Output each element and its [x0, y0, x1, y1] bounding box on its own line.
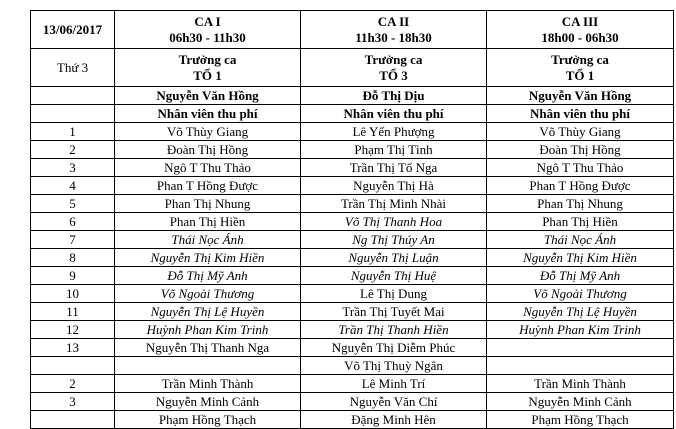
shift-header-1: [115, 11, 301, 49]
staff-name-cell: Phạm Thị Tình: [301, 141, 487, 159]
schedule-sheet: [30, 10, 674, 429]
staff-name-cell: Phan Thị Nhung: [487, 195, 674, 213]
staff-name-cell: Ngô T Thu Thảo: [115, 159, 301, 177]
table-row: [31, 411, 674, 429]
row-number: 1: [31, 123, 115, 141]
staff-name-cell: Võ Ngoài Thương: [487, 285, 674, 303]
table-row: [31, 249, 674, 267]
day-cell: Thứ 3: [31, 49, 115, 87]
staff-name-cell: Võ Thị Thanh Hoa: [301, 213, 487, 231]
staff-name-cell: Nguyễn Thị Lệ Huyền: [487, 303, 674, 321]
staff-name-cell: Trần Minh Thành: [487, 375, 674, 393]
shift-name: CA III: [561, 13, 599, 29]
staff-name-cell: [487, 339, 674, 357]
row-number: 12: [31, 321, 115, 339]
staff-name-cell: Võ Thị Thuỳ Ngân: [301, 357, 487, 375]
row-number: 2: [31, 141, 115, 159]
staff-name-cell: Thái Nọc Ánh: [115, 231, 301, 249]
lead-row: [31, 49, 674, 87]
shift-time: 18h00 - 06h30: [541, 29, 619, 45]
staff-name-cell: Phan Thị Nhung: [115, 195, 301, 213]
staff-name-cell: Nguyễn Thị Huệ: [301, 267, 487, 285]
staff-name-cell: Nguyễn Thị Kim Hiền: [487, 249, 674, 267]
staff-name-cell: Đặng Minh Hên: [301, 411, 487, 429]
row-number: 3: [31, 159, 115, 177]
lead-cell-1: [115, 49, 301, 87]
staff-name-cell: Ng Thị Thúy An: [301, 231, 487, 249]
lead-team: TỔ 1: [565, 67, 595, 83]
staff-name-cell: Phan Thị Hiền: [487, 213, 674, 231]
staff-name-cell: Trần Thị Thanh Hiền: [301, 321, 487, 339]
staff-name-cell: [487, 357, 674, 375]
row-number: [31, 87, 115, 105]
staff-name-cell: Lê Thị Dung: [301, 285, 487, 303]
row-number: [31, 105, 115, 123]
staff-name-cell: Trần Thị Tố Nga: [301, 159, 487, 177]
lead-cell-2: [301, 49, 487, 87]
staff-name-cell: Thái Nọc Ánh: [487, 231, 674, 249]
staff-name-cell: Nhân viên thu phí: [487, 105, 674, 123]
date-cell: 13/06/2017: [31, 11, 115, 49]
shift-schedule-table: [30, 10, 674, 429]
row-number: 6: [31, 213, 115, 231]
lead-cell-3: [487, 49, 674, 87]
staff-name-cell: Phạm Hồng Thạch: [487, 411, 674, 429]
row-number: 8: [31, 249, 115, 267]
staff-name-cell: Nguyễn Thị Luận: [301, 249, 487, 267]
table-row: [31, 213, 674, 231]
staff-name-cell: Võ Thùy Giang: [115, 123, 301, 141]
table-row: [31, 357, 674, 375]
row-number: 4: [31, 177, 115, 195]
staff-name-cell: Võ Thùy Giang: [487, 123, 674, 141]
shift-name: CA I: [194, 13, 221, 29]
lead-role: Trưởng ca: [551, 51, 609, 67]
staff-name-cell: Nguyễn Văn Hồng: [487, 87, 674, 105]
staff-name-cell: Nguyễn Thị Kim Hiền: [115, 249, 301, 267]
table-row: [31, 195, 674, 213]
table-row: [31, 159, 674, 177]
staff-name-cell: Đỗ Thị Mỹ Anh: [115, 267, 301, 285]
row-number: 11: [31, 303, 115, 321]
shift-time: 06h30 - 11h30: [169, 29, 246, 45]
shift-header-2: [301, 11, 487, 49]
table-row: [31, 105, 674, 123]
staff-name-cell: Nguyễn Thị Lệ Huyền: [115, 303, 301, 321]
staff-name-cell: Đỗ Thị Dịu: [301, 87, 487, 105]
row-number: 3: [31, 393, 115, 411]
row-number: [31, 411, 115, 429]
row-number: 10: [31, 285, 115, 303]
lead-team: TỔ 3: [379, 67, 408, 83]
staff-name-cell: Nguyễn Thị Hà: [301, 177, 487, 195]
staff-name-cell: [115, 357, 301, 375]
staff-name-cell: Huỳnh Phan Kim Trinh: [115, 321, 301, 339]
row-number: [31, 357, 115, 375]
header-row: [31, 11, 674, 49]
table-row: [31, 141, 674, 159]
table-row: [31, 393, 674, 411]
lead-role: Trưởng ca: [364, 51, 423, 67]
staff-name-cell: Võ Ngoài Thương: [115, 285, 301, 303]
staff-name-cell: Lê Yến Phượng: [301, 123, 487, 141]
staff-name-cell: Ngô T Thu Thảo: [487, 159, 674, 177]
shift-name: CA II: [377, 13, 410, 29]
staff-name-cell: Trần Minh Thành: [115, 375, 301, 393]
staff-name-cell: Nguyễn Minh Cảnh: [115, 393, 301, 411]
staff-name-cell: Nguyễn Thị Thanh Nga: [115, 339, 301, 357]
lead-team: TỔ 1: [193, 67, 222, 83]
table-row: [31, 231, 674, 249]
staff-name-cell: Huỳnh Phan Kim Trinh: [487, 321, 674, 339]
staff-name-cell: Nguyễn Minh Cảnh: [487, 393, 674, 411]
row-number: 9: [31, 267, 115, 285]
staff-name-cell: Nguyễn Văn Chí: [301, 393, 487, 411]
table-row: [31, 321, 674, 339]
staff-name-cell: Nhân viên thu phí: [301, 105, 487, 123]
table-row: [31, 339, 674, 357]
row-number: 5: [31, 195, 115, 213]
table-row: [31, 267, 674, 285]
staff-name-cell: Trần Thị Tuyết Mai: [301, 303, 487, 321]
table-row: [31, 123, 674, 141]
table-row: [31, 177, 674, 195]
row-number: 2: [31, 375, 115, 393]
table-row: [31, 303, 674, 321]
staff-name-cell: Đỗ Thị Mỹ Anh: [487, 267, 674, 285]
staff-name-cell: Phan Thị Hiền: [115, 213, 301, 231]
staff-name-cell: Phan T Hồng Được: [115, 177, 301, 195]
shift-time: 11h30 - 18h30: [355, 29, 432, 45]
lead-role: Trưởng ca: [178, 51, 237, 67]
row-number: 13: [31, 339, 115, 357]
table-row: [31, 285, 674, 303]
row-number: 7: [31, 231, 115, 249]
staff-name-cell: Nguyễn Thị Diễm Phúc: [301, 339, 487, 357]
staff-name-cell: Nguyễn Văn Hồng: [115, 87, 301, 105]
staff-name-cell: Phan T Hồng Được: [487, 177, 674, 195]
staff-name-cell: Đoàn Thị Hồng: [115, 141, 301, 159]
staff-name-cell: Phạm Hồng Thạch: [115, 411, 301, 429]
table-row: [31, 87, 674, 105]
staff-name-cell: Lê Minh Trí: [301, 375, 487, 393]
staff-name-cell: Nhân viên thu phí: [115, 105, 301, 123]
staff-name-cell: Trần Thị Minh Nhài: [301, 195, 487, 213]
shift-header-3: [487, 11, 674, 49]
table-row: [31, 375, 674, 393]
staff-name-cell: Đoàn Thị Hồng: [487, 141, 674, 159]
